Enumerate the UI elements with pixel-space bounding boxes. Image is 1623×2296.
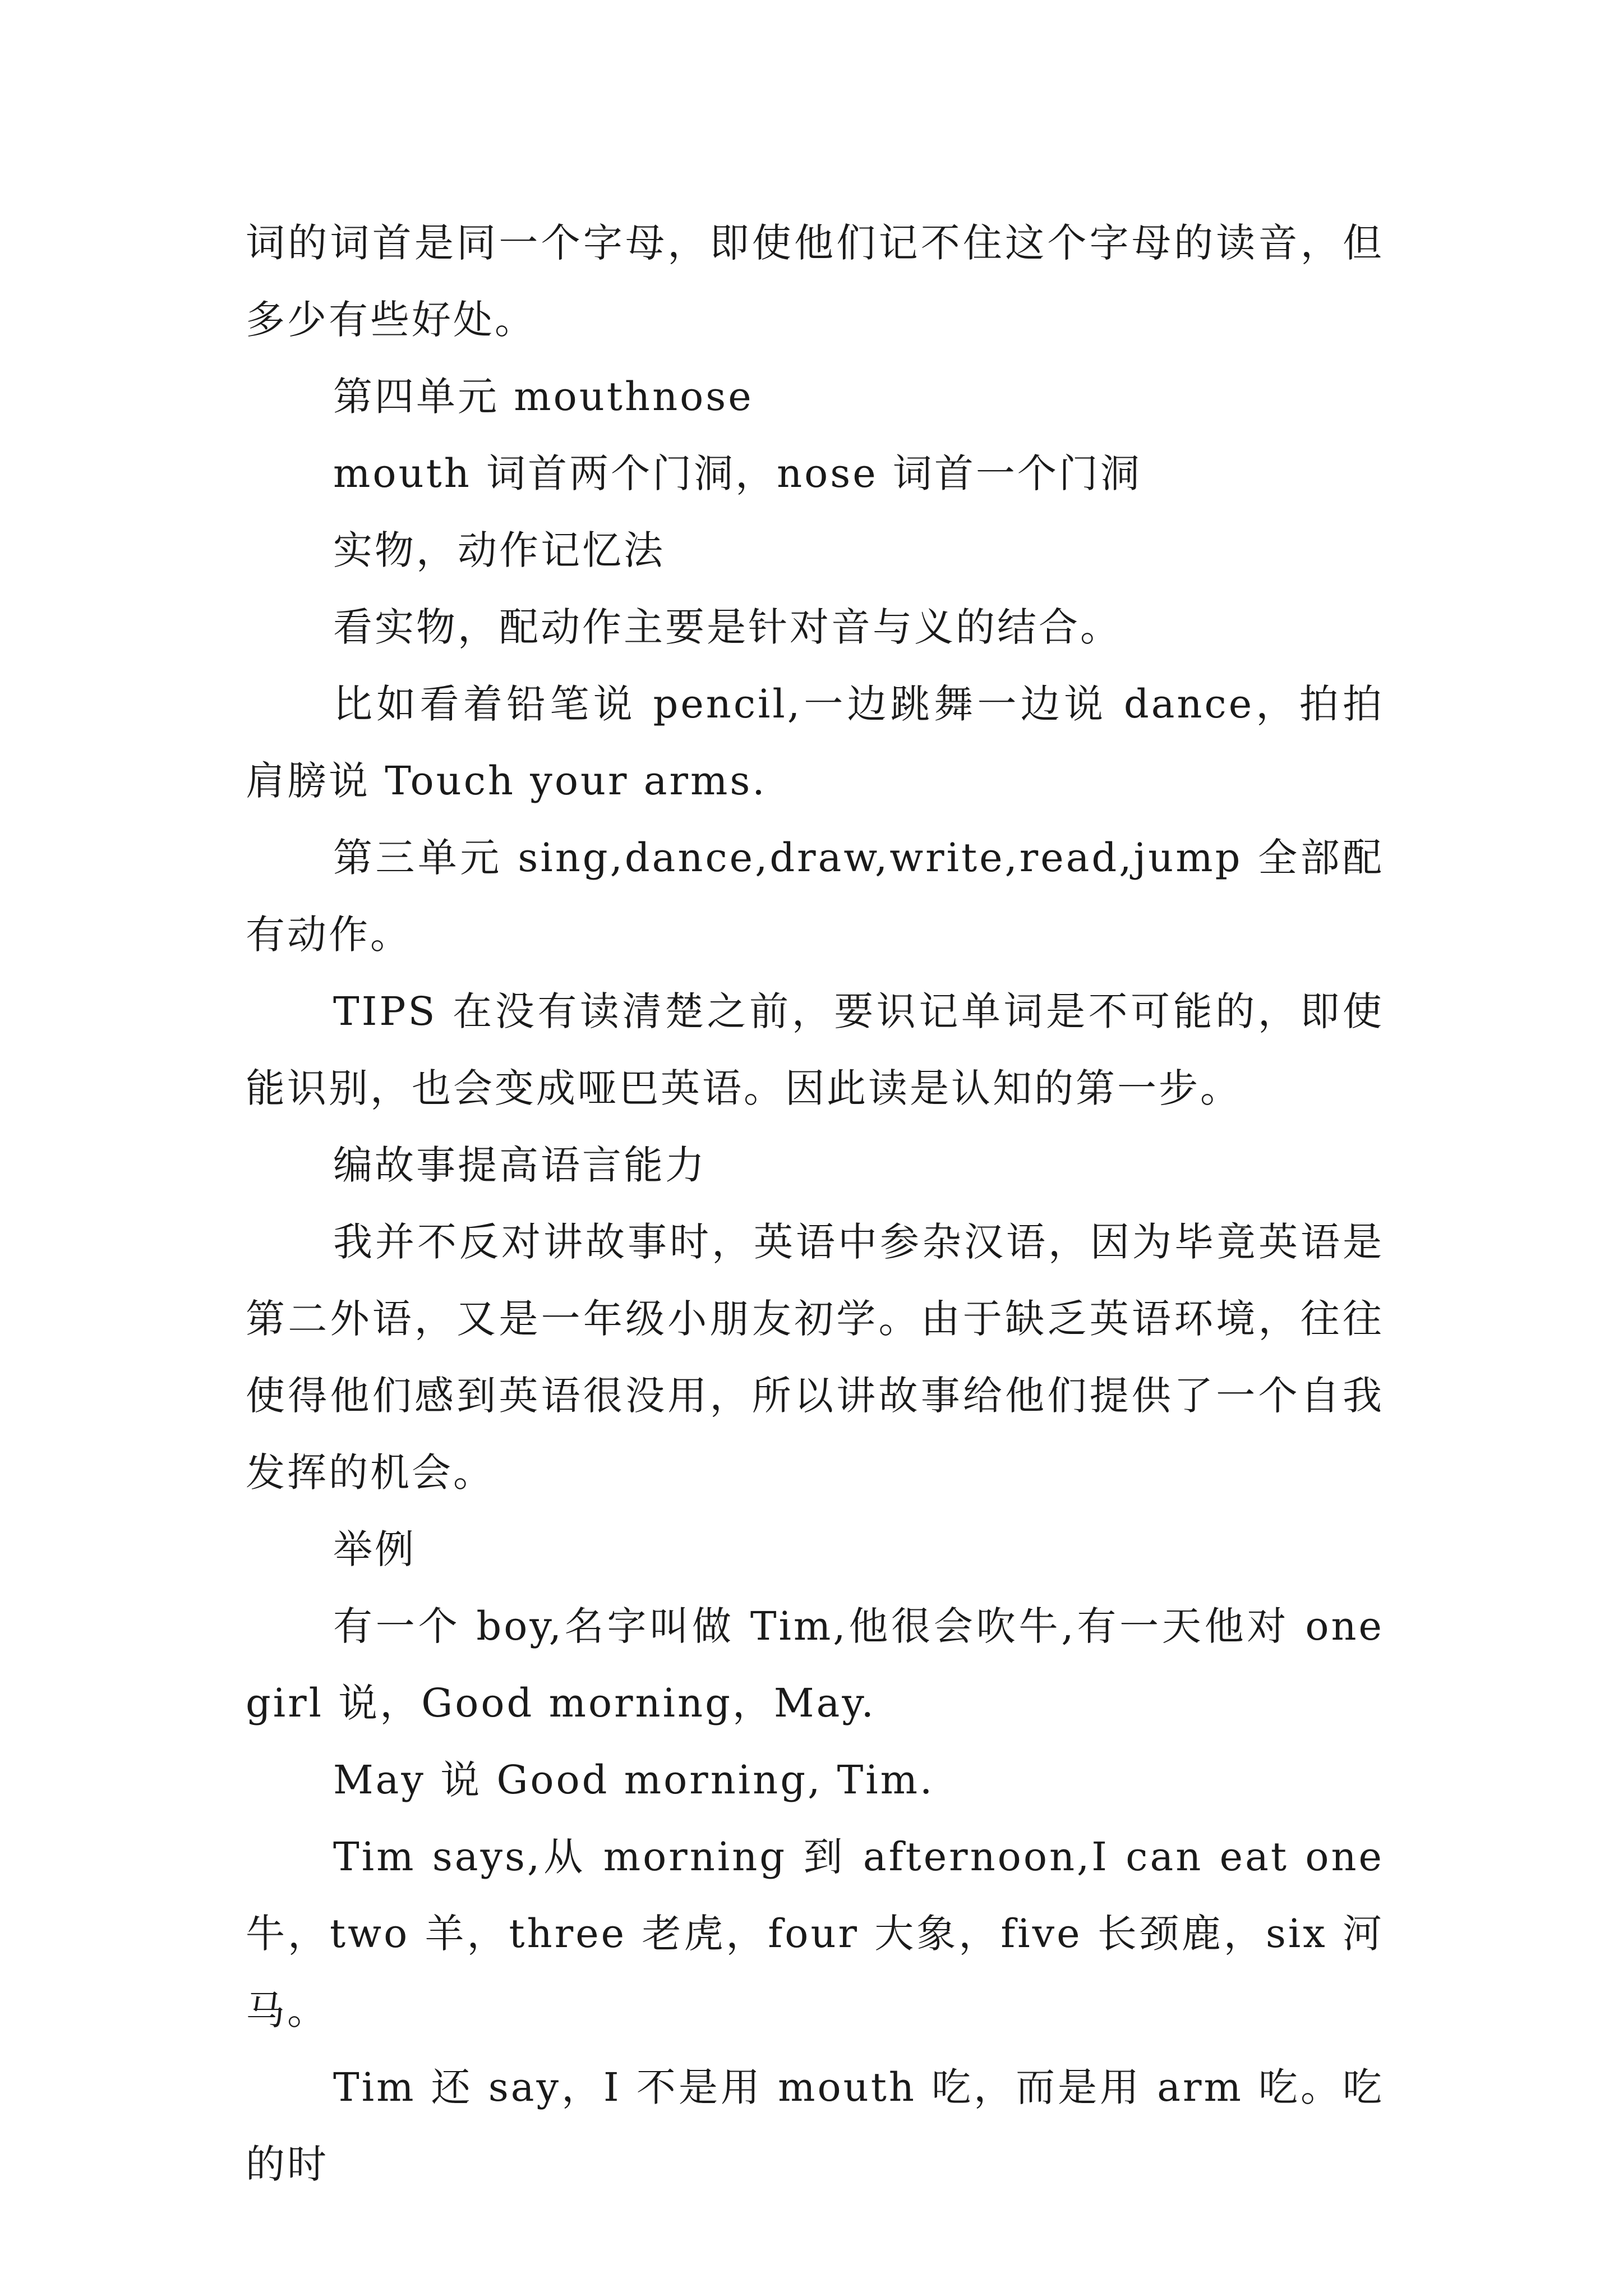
- paragraph: Tim 还 say，I 不是用 mouth 吃，而是用 arm 吃。吃的时: [246, 2064, 1384, 2187]
- paragraph: May 说 Good morning, Tim.: [333, 1757, 935, 1803]
- paragraph: TIPS 在没有读清楚之前，要识记单词是不可能的，即使能识别，也会变成哑巴英语。因此读是认知的第一步。: [246, 988, 1384, 1111]
- section-heading: 编故事提高语言能力: [333, 1142, 707, 1188]
- paragraph: 第四单元 mouthnose: [333, 374, 754, 420]
- section-heading: 举例: [333, 1526, 416, 1572]
- paragraph: 实物，动作记忆法: [333, 527, 665, 573]
- paragraph: 比如看着铅笔说 pencil,一边跳舞一边说 dance，拍拍肩膀说 Touch your arms.: [246, 681, 1384, 804]
- document-body: [246, 205, 1384, 2203]
- paragraph: 看实物，配动作主要是针对音与义的结合。: [333, 604, 1122, 650]
- paragraph: 有一个 boy,名字叫做 Tim,他很会吹牛,有一天他对 one girl 说，Good morning，May.: [246, 1603, 1384, 1726]
- paragraph: Tim says,从 morning 到 afternoon,I can eat one 牛，two 羊，three 老虎，four 大象，five 长颈鹿，six 河马。: [246, 1834, 1384, 2033]
- paragraph: 第三单元 sing,dance,draw,write,read,jump 全部配有动作。: [246, 835, 1384, 958]
- paragraph: 我并不反对讲故事时，英语中参杂汉语，因为毕竟英语是第二外语，又是一年级小朋友初学。由于缺乏英语环境，往往使得他们感到英语很没用，所以讲故事给他们提供了一个自我发挥的机会。: [246, 1219, 1384, 1496]
- paragraph: mouth 词首两个门洞，nose 词首一个门洞: [333, 450, 1142, 496]
- paragraph: 词的词首是同一个字母，即使他们记不住这个字母的读音，但多少有些好处。: [246, 220, 1384, 343]
